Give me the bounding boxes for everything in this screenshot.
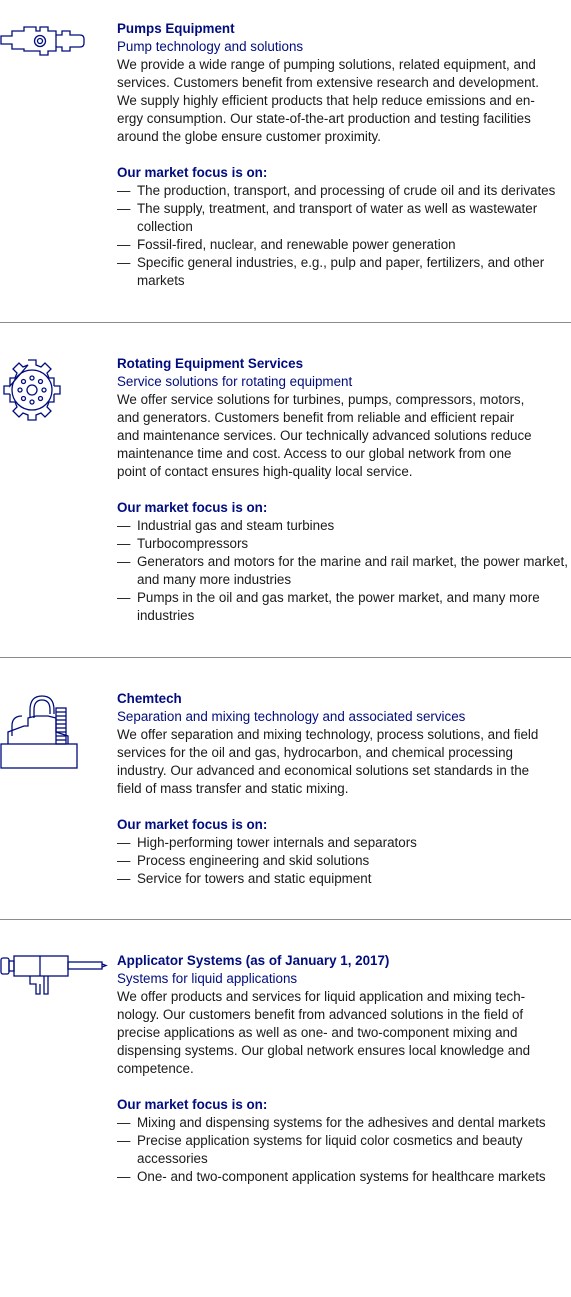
applicator-icon (0, 954, 108, 996)
section-subtitle: Systems for liquid applications (117, 971, 298, 986)
section-description: We offer separation and mixing technology, process solutions, and field services for the oil and gas, hydrocarbon, and chemical processing industry. Our advanced and economical solutions set standards in the field of mass transfer and static mixing. (117, 727, 539, 796)
section-description: We offer products and services for liquid application and mixing tech- nology. Our customers benefit from advanced solutions in the field of precise applications as well as one- and two-component mixing and dispensing systems. Our global network ensures local knowledge and competence. (117, 989, 531, 1076)
market-focus-heading: Our market focus is on: (117, 817, 268, 832)
section-divider (0, 919, 571, 920)
list-item: — Turbocompressors (117, 536, 249, 551)
market-focus-list (117, 517, 571, 625)
market-focus-list (117, 182, 571, 290)
section-title: Rotating Equipment Services (117, 356, 304, 371)
market-focus-heading: Our market focus is on: (117, 500, 268, 515)
list-item: — One- and two-component application systems for healthcare markets (117, 1169, 546, 1184)
list-item: — High-performing tower internals and separators (117, 835, 417, 850)
pump-icon (0, 22, 86, 58)
section-title: Pumps Equipment (117, 21, 235, 36)
list-item: — Industrial gas and steam turbines (117, 518, 335, 533)
section-subtitle: Separation and mixing technology and associated services (117, 709, 466, 724)
market-focus-heading: Our market focus is on: (117, 165, 268, 180)
list-item: — Service for towers and static equipment (117, 871, 372, 886)
section-title: Chemtech (117, 691, 182, 706)
market-focus-list (117, 834, 571, 888)
section-divider (0, 657, 571, 658)
list-item: — Mixing and dispensing systems for the adhesives and dental markets (117, 1115, 546, 1130)
list-item: — Fossil-fired, nuclear, and renewable power generation (117, 237, 456, 252)
section-divider (0, 322, 571, 323)
section-description: We offer service solutions for turbines, pumps, compressors, motors, and generators. Customers benefit from reliable and efficient repair and maintenance services. Our technically advanced solutions reduce maintenance time and cost. Access to our global network from one point of contact ensures high-quality local service. (117, 392, 532, 479)
section-subtitle: Pump technology and solutions (117, 39, 304, 54)
market-focus-heading: Our market focus is on: (117, 1097, 268, 1112)
section-subtitle: Service solutions for rotating equipment (117, 374, 353, 389)
list-item: — The production, transport, and processing of crude oil and its derivates (117, 183, 556, 198)
market-focus-list (117, 1114, 571, 1186)
list-item: — Specific general industries, e.g., pulp and paper, fertilizers, and other markets (117, 255, 545, 288)
chemical-plant-icon (0, 692, 80, 770)
list-item: — The supply, treatment, and transport of water as well as wastewater collection (117, 201, 538, 234)
gear-icon (0, 358, 64, 422)
section-title: Applicator Systems (as of January 1, 2017) (117, 953, 390, 968)
section-description: We provide a wide range of pumping solutions, related equipment, and services. Customers benefit from extensive research and development. We supply highly efficient products that help reduce emissions and en- ergy consumption. Our state-of-the-art production and testing facilities around the globe ensure customer proximity. (117, 57, 540, 144)
list-item: — Process engineering and skid solutions (117, 853, 370, 868)
list-item: — Pumps in the oil and gas market, the power market, and many more industries (117, 590, 540, 623)
list-item: — Generators and motors for the marine and rail market, the power market, and many more industries (117, 554, 568, 587)
list-item: — Precise application systems for liquid color cosmetics and beauty accessories (117, 1133, 523, 1166)
